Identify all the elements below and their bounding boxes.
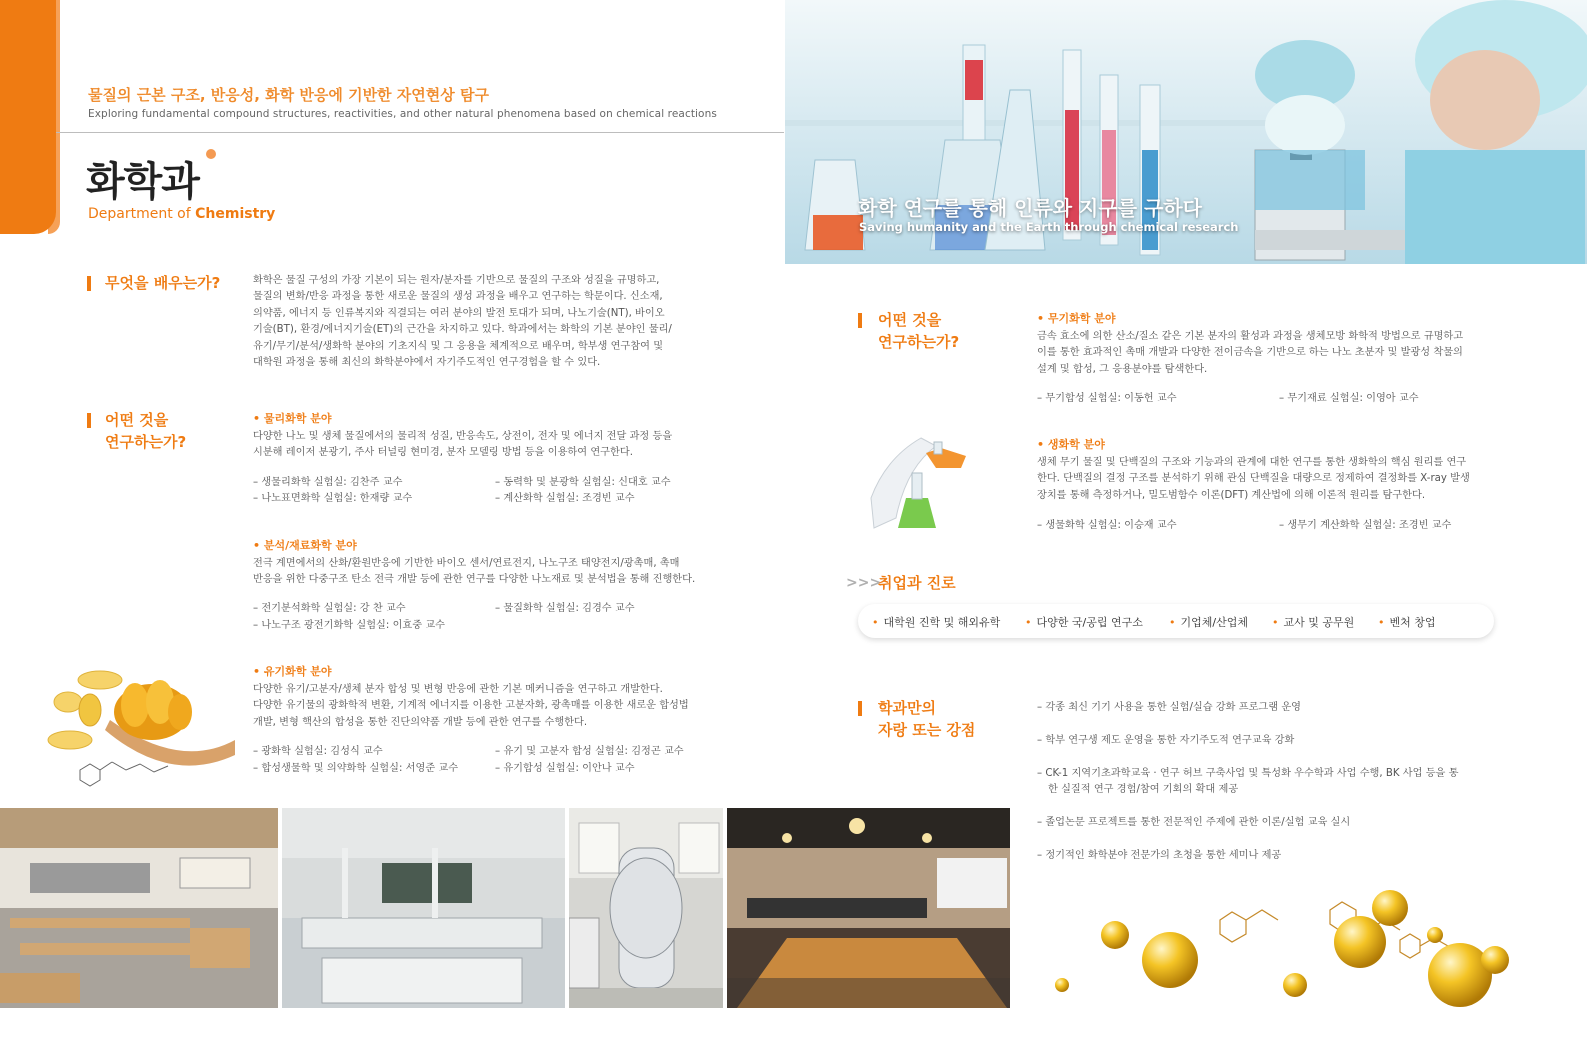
field-title-text: 분석/재료화학 분야	[263, 539, 357, 552]
field-line: 시분해 레이저 분광기, 주사 터널링 현미경, 분자 모델링 방법 등을 이용하여 연구한다.	[253, 447, 633, 459]
learn-line: 기술(BT), 환경/에너지기술(ET)의 근간을 차지하고 있다. 학과에서는 화학의 기본 분야인 물리/	[253, 324, 672, 336]
section-bar	[858, 701, 862, 716]
lab-item: – 생무기 계산화학 실험실: 조경빈 교수	[1279, 520, 1452, 531]
learn-line: 화학은 물질 구성의 가장 기본이 되는 원자/분자를 기반으로 물질의 구조와 성질을 규명하고,	[253, 275, 660, 286]
field-title-text: 무기화학 분야	[1047, 312, 1116, 325]
field-title: • 무기화학 분야	[1037, 312, 1116, 325]
nmr-instrument-photo	[569, 808, 723, 1008]
field-line: 다양한 유기물의 광화학적 변환, 기계적 에너지를 이용한 고분자화, 광촉매를 이용한 새로운 합성법	[253, 700, 689, 712]
career-item: • 대학원 진학 및 해외유학	[872, 614, 1000, 630]
lab-item: – 생물화학 실험실: 이승재 교수	[1037, 520, 1177, 531]
lab-item: – 물질화학 실험실: 김경수 교수	[495, 603, 635, 614]
title-dot-ornament	[206, 149, 216, 159]
lab-item: – 나노구조 광전기화학 실험실: 이효중 교수	[253, 620, 446, 631]
field-description	[253, 682, 711, 731]
field-line: 개발, 변형 핵산의 합성을 통한 진단의약품 개발 등에 관한 연구를 수행한다.	[253, 716, 588, 728]
page-title: 화학과	[86, 159, 199, 205]
classroom-photo	[0, 808, 278, 1008]
research-heading-line2: 연구하는가?	[105, 433, 187, 451]
strengths-heading	[878, 697, 975, 741]
field-title: • 생화학 분야	[1037, 438, 1105, 451]
field-description	[253, 556, 711, 589]
hero-caption-english: Saving humanity and the Earth through chemical research	[859, 220, 1239, 234]
capsule-illustration	[40, 660, 240, 790]
field-title: • 유기화학 분야	[253, 665, 332, 678]
lab-item: – 무기재료 실험실: 이영아 교수	[1279, 393, 1419, 404]
field-line: 생체 무기 물질 및 단백질의 구조와 기능과의 관계에 대한 연구를 통한 생화학의 핵심 원리를 연구	[1037, 457, 1467, 468]
strength-item: – CK-1 지역기초과학교육 · 연구 허브 구축사업 및 특성화 우수학과 사업 수행, BK 사업 등을 통	[1037, 768, 1459, 779]
career-arrows: >>>	[846, 575, 882, 591]
field-line: 설계 및 합성, 그 응용분야를 탐색한다.	[1037, 363, 1208, 375]
field-title-text: 유기화학 분야	[263, 665, 332, 678]
lab-item: – 계산화학 실험실: 조경빈 교수	[495, 493, 635, 504]
lounge-photo	[727, 808, 1010, 1008]
field-description	[1037, 329, 1495, 378]
lab-item: – 전기분석화학 실험실: 강 찬 교수	[253, 603, 406, 614]
strength-item: – 정기적인 화학분야 전문가의 초청을 통한 세미나 제공	[1037, 850, 1282, 861]
field-title-text: 물리화학 분야	[263, 412, 332, 425]
subtitle-bold: Chemistry	[195, 206, 276, 222]
department-subtitle	[88, 206, 275, 222]
field-line: 반응을 위한 다중구조 탄소 전극 개발 등에 관한 연구를 다양한 나노재료 및 분석법을 통해 진행한다.	[253, 574, 696, 586]
research-heading-line2: 연구하는가?	[878, 333, 960, 351]
section-bar	[87, 413, 91, 428]
lab-item: – 생물리화학 실험실: 김찬주 교수	[253, 477, 403, 488]
career-item: • 벤처 창업	[1378, 614, 1436, 630]
strength-item: – 학부 연구생 제도 운영을 통한 자기주도적 연구교육 강화	[1037, 735, 1295, 746]
field-title: • 물리화학 분야	[253, 412, 332, 425]
learn-line: 물질의 변화/반응 과정을 통한 새로운 물질의 생성 과정을 배우고 연구하는 학문이다. 신소재,	[253, 291, 663, 303]
career-heading: 취업과 진로	[878, 574, 956, 592]
subtitle-prefix: Department of	[88, 206, 196, 222]
orange-side-tab	[0, 0, 56, 234]
molecule-spheres-illustration	[1050, 880, 1520, 1030]
learn-line: 유기/무기/분석/생화학 분야의 기초지식 및 그 응용을 체계적으로 배우며, 학부생 연구참여 및	[253, 340, 664, 352]
tagline-english: Exploring fundamental compound structures, reactivities, and other natural phenomena based on chemical reactions	[88, 108, 717, 120]
lab-item: – 동력학 및 분광학 실험실: 신대호 교수	[495, 477, 671, 488]
learn-heading: 무엇을 배우는가?	[105, 274, 221, 292]
strength-item: – 졸업논문 프로젝트를 통한 전문적인 주제에 관한 이론/실험 교육 실시	[1037, 817, 1351, 828]
research-heading-line1: 어떤 것을	[878, 311, 942, 329]
field-line: 한다. 단백질의 결정 구조를 분석하기 위해 관심 단백질을 대량으로 정제하여 결정화를 X-ray 발생	[1037, 473, 1470, 485]
lab-item: – 유기합성 실험실: 이안나 교수	[495, 763, 635, 774]
career-item: • 기업체/산업체	[1169, 614, 1248, 630]
lab-item: – 나노표면화학 실험실: 한재량 교수	[253, 493, 413, 504]
tagline: 물질의 근본 구조, 반응성, 화학 반응에 기반한 자연현상 탐구	[88, 86, 489, 104]
lab-item: – 무기합성 실험실: 이동헌 교수	[1037, 393, 1177, 404]
hero-caption: 화학 연구를 통해 인류와 지구를 구하다	[858, 196, 1202, 220]
field-line: 다양한 나노 및 생체 물질에서의 물리적 성질, 반응속도, 상전이, 전자 및 에너지 전달 과정 등을	[253, 431, 673, 442]
strength-item-continued: 한 실질적 연구 경험/참여 기회의 확대 제공	[1048, 784, 1239, 795]
strengths-heading-line2: 자랑 또는 강점	[878, 721, 976, 739]
field-line: 다양한 유기/고분자/생체 분자 합성 및 변형 반응에 관한 기본 메커니즘을 연구하고 개발한다.	[253, 684, 663, 695]
learn-line: 대학원 과정을 통해 최신의 화학분야에서 자기주도적인 연구경험을 할 수 있다.	[253, 357, 601, 369]
learn-paragraph	[253, 273, 711, 371]
field-line: 이를 통한 효과적인 촉매 개발과 다양한 전이금속을 기반으로 하는 나노 초분자 및 발광성 착물의	[1037, 347, 1463, 359]
lab-room-photo	[282, 808, 565, 1008]
research-heading-line1: 어떤 것을	[105, 411, 169, 429]
learn-line: 의약품, 에너지 등 인류복지와 직결되는 여러 분야의 발전 토대가 되며, 나노기술(NT), 바이오	[253, 307, 665, 319]
section-bar	[858, 313, 862, 328]
strengths-heading-line1: 학과만의	[878, 699, 936, 717]
field-title-text: 생화학 분야	[1047, 438, 1105, 451]
field-description	[1037, 455, 1495, 504]
field-line: 장치를 통해 측정하거나, 밀도범함수 이론(DFT) 계산법에 의해 이론적 원리를 탐구한다.	[1037, 489, 1426, 501]
career-item: • 다양한 국/공립 연구소	[1025, 614, 1143, 630]
lab-item: – 유기 및 고분자 합성 실험실: 김정곤 교수	[495, 746, 684, 757]
flask-hand-illustration	[866, 428, 976, 538]
field-line: 금속 효소에 의한 산소/질소 같은 기본 분자의 활성과 과정을 생체모방 화학적 방법으로 규명하고	[1037, 331, 1464, 342]
section-bar	[87, 276, 91, 291]
field-line: 전극 계면에서의 산화/환원반응에 기반한 바이오 센서/연료전지, 나노구조 태양전지/광촉매, 촉매	[253, 558, 680, 569]
career-item: • 교사 및 공무원	[1272, 614, 1354, 630]
research-heading-right	[878, 309, 959, 353]
field-description	[253, 429, 711, 462]
strength-item: – 각종 최신 기기 사용을 통한 실험/실습 강화 프로그램 운영	[1037, 702, 1302, 713]
header-divider	[56, 132, 784, 133]
research-heading-left	[105, 409, 186, 453]
field-title: • 분석/재료화학 분야	[253, 539, 357, 552]
lab-item: – 합성생물학 및 의약화학 실험실: 서영준 교수	[253, 763, 459, 774]
lab-item: – 광화학 실험실: 김성식 교수	[253, 746, 383, 757]
